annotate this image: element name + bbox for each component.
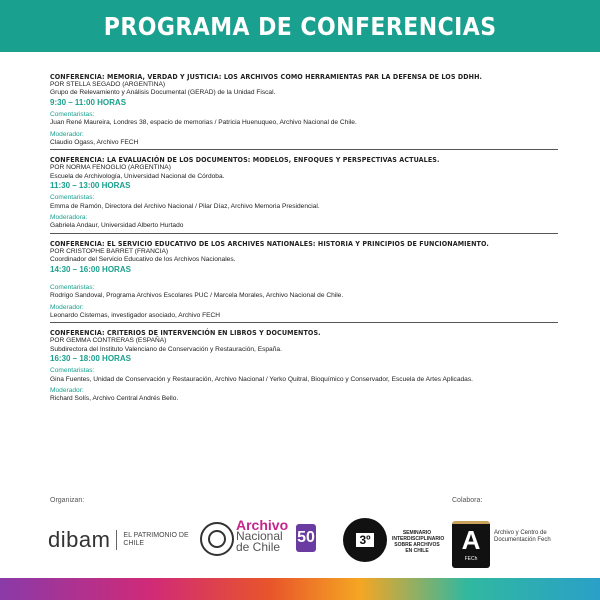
anc-line1: Archivo [236, 517, 289, 533]
page-title: PROGRAMA DE CONFERENCIAS [103, 11, 497, 41]
conference-block [50, 72, 558, 150]
fech-logo [452, 521, 490, 568]
seminario-text: SEMINARIO INTERDISCIPLINARIO SOBRE ARCHIVOS EN CHILE [392, 530, 445, 554]
logo-divider [116, 530, 117, 550]
moderator-label: Moderador: [50, 386, 84, 394]
commentators-list: Rodrigo Sandoval, Programa Archivos Escolares PUC / Marcela Morales, Archivo Nacional de Chile. [50, 292, 344, 300]
fech-small-text: FECh [464, 556, 478, 562]
commentators-label: Comentaristas: [50, 194, 95, 202]
dibam-tagline: EL PATRIMONIO DE CHILE [123, 532, 189, 547]
commentators-label: Comentaristas: [50, 367, 95, 375]
conference-title: CONFERENCIA: CRITERIOS DE INTERVENCIÓN EN LIBROS Y DOCUMENTOS. [50, 328, 321, 338]
conference-title: CONFERENCIA: LA EVALUACIÓN DE LOS DOCUMENTOS: MODELOS, ENFOQUES Y PERSPECTIVAS ACTUALES. [50, 155, 440, 165]
moderator-name: Leonardo Cisternas, investigador asociado, Archivo FECH [50, 311, 221, 319]
anniversary-badge: 50 [296, 524, 316, 552]
speaker-affiliation: Escuela de Archivología, Universidad Nacional de Córdoba. [50, 172, 225, 180]
conference-speaker: POR CRISTOPHE BARRET (FRANCIA) [50, 247, 169, 255]
seminario-number: 3º [356, 533, 373, 547]
moderator-label: Moderador: [50, 303, 84, 311]
bottom-color-bar [0, 578, 600, 600]
conference-block [50, 155, 558, 233]
organizers-label: Organizan: [50, 497, 85, 504]
seminario-logo [343, 518, 387, 562]
fech-letter: A [461, 525, 481, 555]
conference-block [50, 239, 558, 323]
moderator-label: Moderadora: [50, 214, 88, 222]
conference-speaker: POR NORMA FENOGLIO (ARGENTINA) [50, 164, 171, 172]
conference-time: 9:30 – 11:00 HORAS [50, 97, 127, 107]
conference-time: 16:30 – 18:00 HORAS [50, 354, 131, 364]
commentators-label: Comentaristas: [50, 110, 95, 118]
conference-speaker: POR STELLA SEGADO (ARGENTINA) [50, 81, 166, 88]
conference-block [50, 328, 558, 405]
moderator-name: Claudio Ogass, Archivo FECH [50, 139, 139, 147]
dibam-logo [48, 527, 195, 553]
speaker-affiliation: Subdirectora del Instituto Valenciano de Conservación y Restauración, España. [50, 345, 282, 353]
commentators-list: Emma de Ramón, Directora del Archivo Nacional / Pilar Díaz, Archivo Memoria Presidencial. [50, 202, 320, 210]
moderator-label: Moderador: [50, 130, 84, 138]
fech-name: Archivo y Centro de Documentación Fech [494, 530, 551, 543]
conference-time: 14:30 – 16:00 HORAS [50, 264, 131, 274]
seal-icon [200, 522, 234, 556]
conference-title: CONFERENCIA: MEMORIA, VERDAD Y JUSTICIA: LOS ARCHIVOS COMO HERRAMIENTAS PAR LA DEFENSA DE LOS DDHH. [50, 72, 483, 81]
anc-line2: Nacional [236, 529, 283, 543]
collaborator-label: Colabora: [452, 497, 483, 504]
speaker-affiliation: Grupo de Relevamiento y Análisis Documental (GERAD) de la Unidad Fiscal. [50, 89, 276, 97]
moderator-name: Gabriela Andaur, Universidad Alberto Hurtado [50, 222, 184, 230]
conference-time: 11:30 – 13:00 HORAS [50, 181, 131, 191]
header-banner [0, 0, 600, 52]
conference-speaker: POR GEMMA CONTRERAS (ESPAÑA) [50, 337, 167, 345]
anc-line3: de Chile [236, 540, 281, 554]
dibam-wordmark: dibam [48, 527, 111, 552]
commentators-list: Gina Fuentes, Unidad de Conservación y Restauración, Archivo Nacional / Yerko Quitral, Bioquímico y Conservador, Escuela de Artes Aplicadas. [50, 375, 473, 383]
archivo-nacional-logo [236, 517, 292, 554]
moderator-name: Richard Solís, Archivo Central Andrés Bello. [50, 395, 179, 403]
commentators-list: Juan René Maureira, Londres 38, espacio de memorias / Patricia Huenuqueo, Archivo Nacional de Chile. [50, 119, 357, 127]
conference-program [50, 72, 558, 411]
conference-title: CONFERENCIA: EL SERVICIO EDUCATIVO DE LOS ARCHIVES NATIONALES: HISTORIA Y PRINCIPIOS DE FUNCIONAMIENTO. [50, 238, 489, 248]
speaker-affiliation: Coordinador del Servicio Educativo de los Archivos Nacionales. [50, 256, 236, 264]
commentators-label: Comentaristas: [50, 283, 95, 291]
